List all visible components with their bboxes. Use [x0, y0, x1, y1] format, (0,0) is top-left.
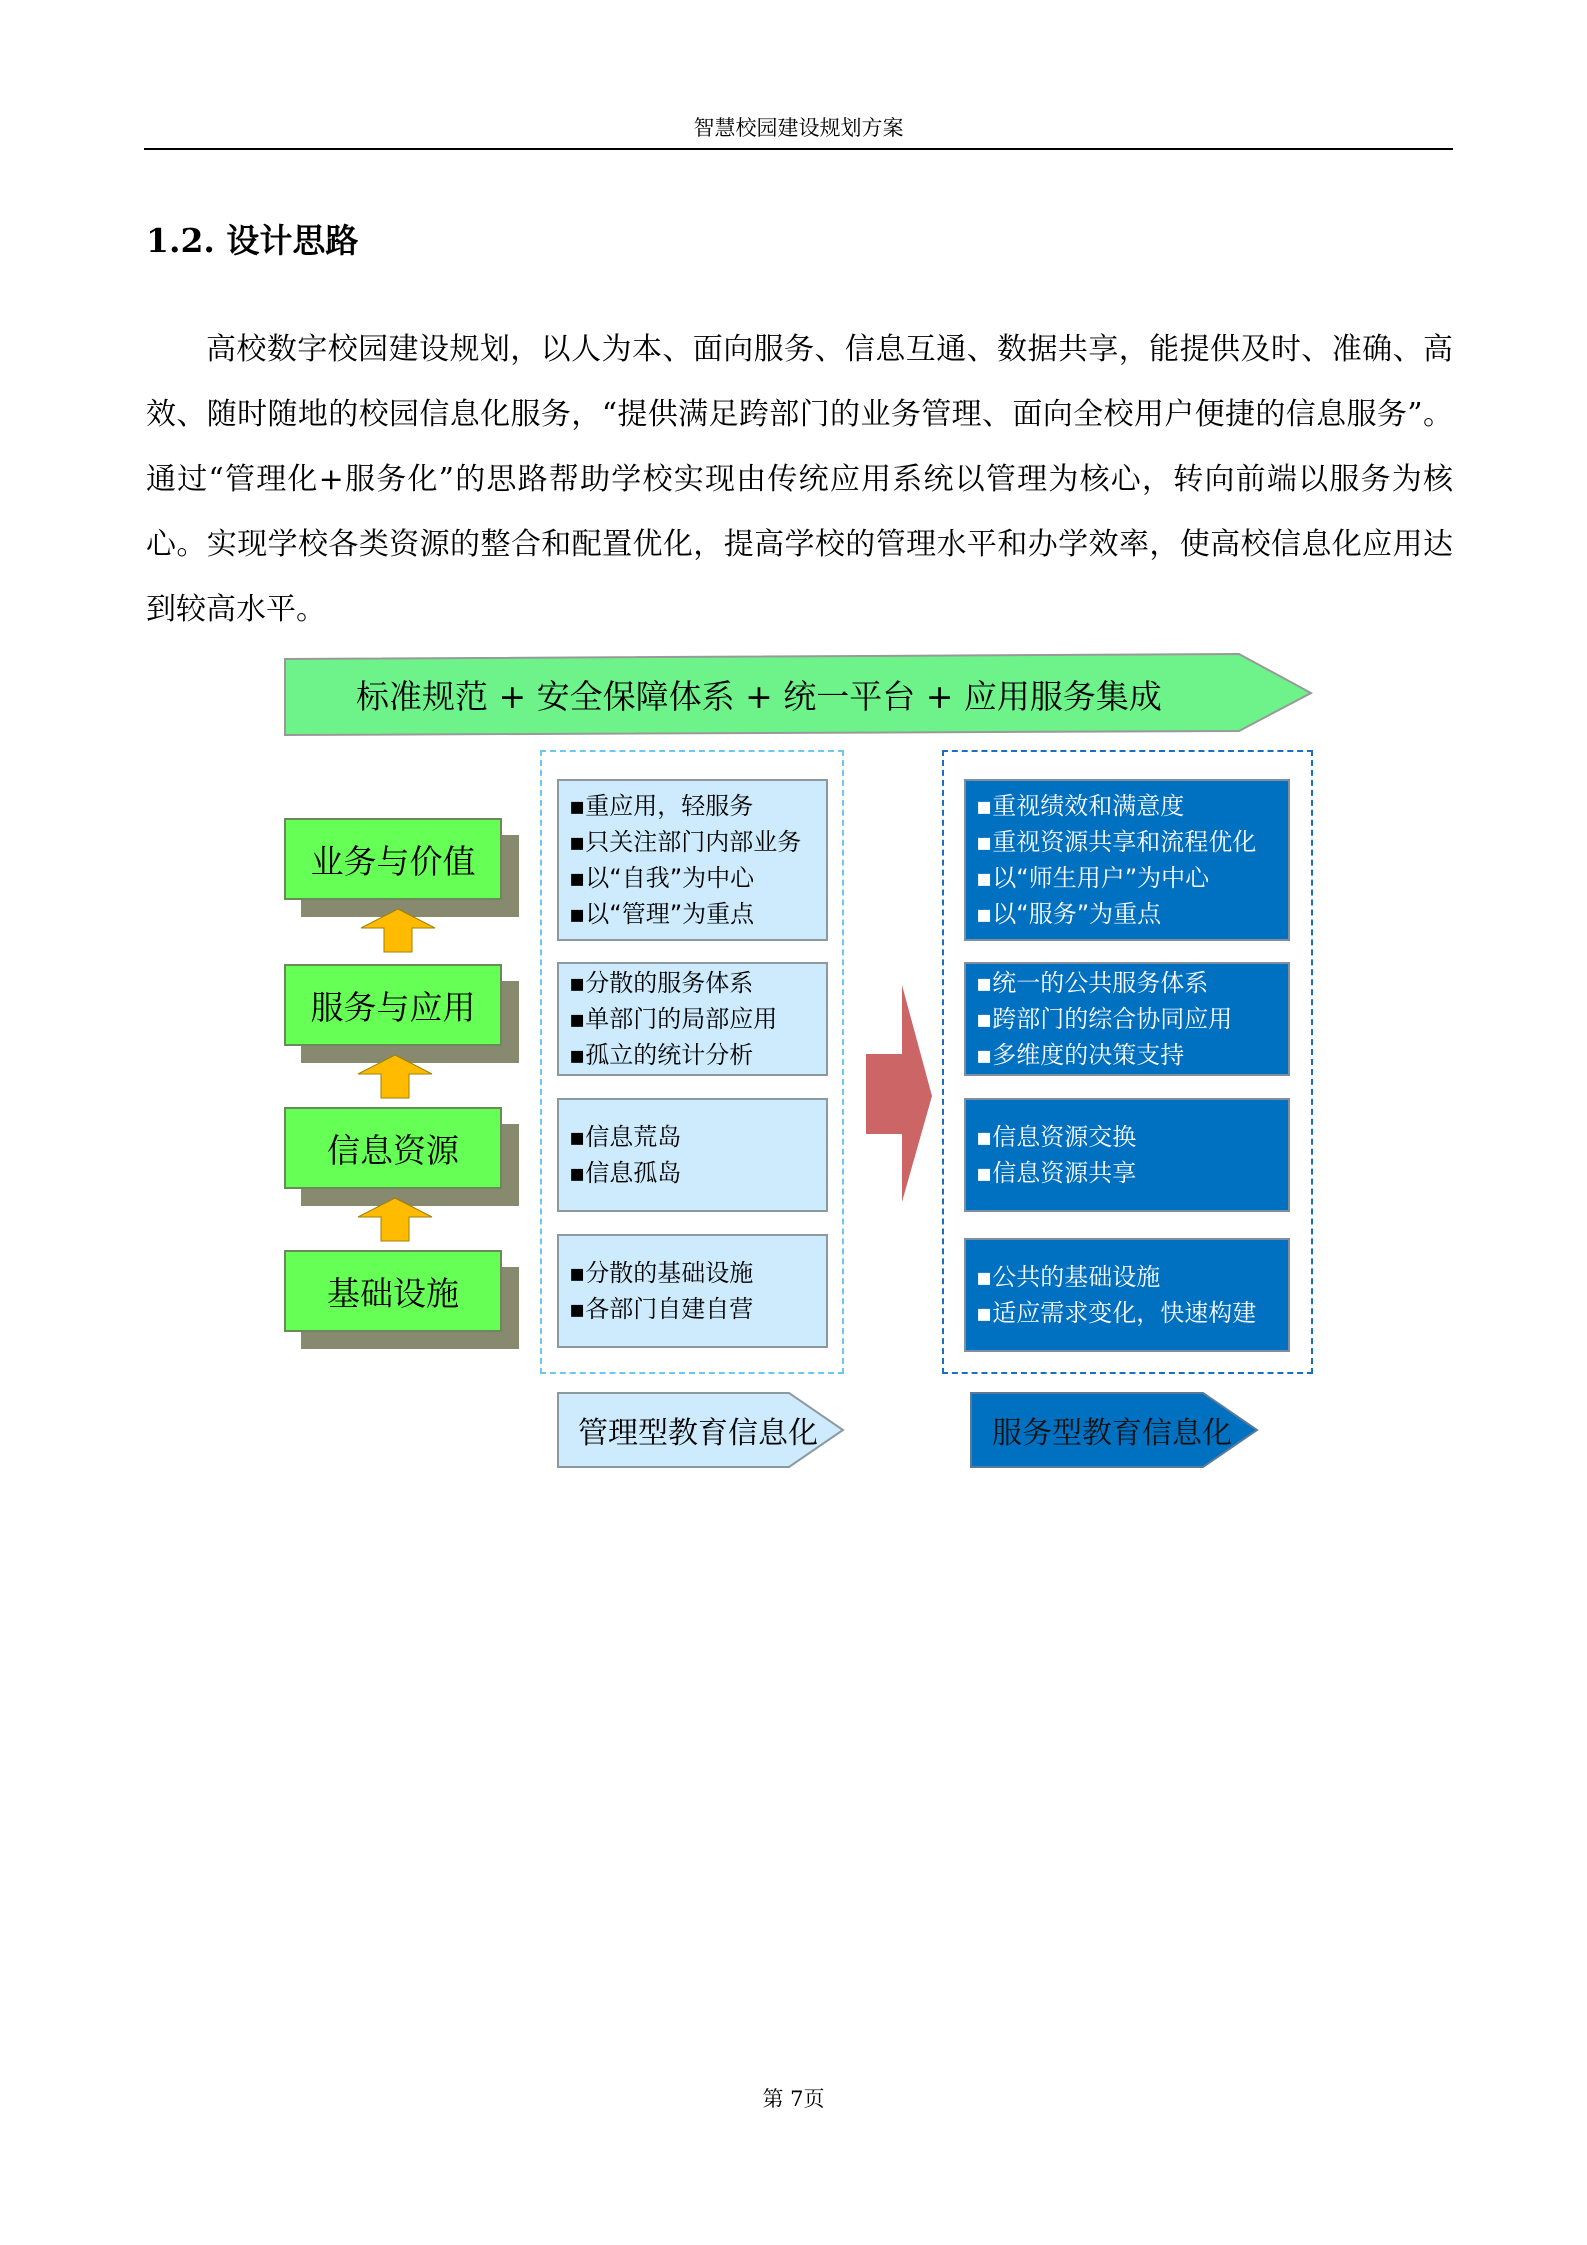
list-item: ▪各部门自建自营: [569, 1295, 754, 1323]
up-arrow-icon: [357, 1197, 433, 1242]
list-item: ▪信息资源共享: [976, 1159, 1137, 1187]
list-item: ▪以“自我”为中心: [569, 864, 755, 892]
service-box-service: [964, 962, 1290, 1076]
list-item: ▪跨部门的综合协同应用: [976, 1005, 1233, 1033]
up-arrow-icon: [357, 1054, 433, 1099]
list-item: ▪多维度的决策支持: [976, 1041, 1185, 1069]
list-item: ▪信息荒岛: [569, 1123, 682, 1151]
service-box-value: [964, 779, 1290, 941]
page-number: 第 7页: [762, 2087, 825, 2111]
layer-infrastructure: 基础设施: [284, 1250, 502, 1332]
list-item: ▪公共的基础设施: [976, 1263, 1161, 1291]
list-item: ▪单部门的局部应用: [569, 1005, 778, 1033]
service-box-infrastructure: [964, 1238, 1290, 1352]
management-box-service: [557, 962, 828, 1076]
up-arrow-icon: [360, 908, 436, 953]
section-heading: 1.2. 设计思路: [146, 221, 359, 260]
list-item: ▪孤立的统计分析: [569, 1041, 754, 1069]
management-label: 管理型教育信息化: [578, 1416, 818, 1451]
list-item: ▪重视资源共享和流程优化: [976, 828, 1257, 856]
list-item: ▪重应用，轻服务: [569, 792, 754, 820]
list-item: ▪以“师生用户”为中心: [976, 864, 1210, 892]
list-item: ▪重视绩效和满意度: [976, 792, 1185, 820]
body-paragraph: 高校数字校园建设规划，以人为本、面向服务、信息互通、数据共享，能提供及时、准确、高效、随时随地的校园信息化服务，“提供满足跨部门的业务管理、面向全校用户便捷的信息服务”。通过“管理化+服务化”的思路帮助学校实现由传统应用系统以管理为核心，转向前端以服务为核心。实现学校各类资源的整合和配置优化，提高学校的管理水平和办学效率，使高校信息化应用达到较高水平。: [146, 332, 1453, 627]
list-item: ▪信息孤岛: [569, 1159, 682, 1187]
list-item: ▪信息资源交换: [976, 1123, 1137, 1151]
list-item: ▪分散的基础设施: [569, 1259, 754, 1287]
list-item: ▪统一的公共服务体系: [976, 969, 1209, 997]
list-item: ▪以“管理”为重点: [569, 900, 755, 928]
transition-arrow-icon: [864, 984, 934, 1204]
banner-text: 标准规范 + 安全保障体系 + 统一平台 + 应用服务集成: [356, 677, 1162, 716]
list-item: ▪只关注部门内部业务: [569, 828, 802, 856]
management-box-value: [557, 779, 828, 941]
management-box-information: [557, 1098, 828, 1212]
header-rule: [144, 148, 1453, 150]
layer-service-application: 服务与应用: [284, 964, 502, 1046]
running-header: 智慧校园建设规划方案: [693, 116, 904, 140]
service-label: 服务型教育信息化: [992, 1416, 1232, 1451]
layer-information-resources: 信息资源: [284, 1107, 502, 1189]
list-item: ▪以“服务”为重点: [976, 900, 1162, 928]
list-item: ▪适应需求变化，快速构建: [976, 1299, 1257, 1327]
list-item: ▪分散的服务体系: [569, 969, 754, 997]
management-box-infrastructure: [557, 1234, 828, 1348]
service-box-information: [964, 1098, 1290, 1212]
layer-business-value: 业务与价值: [284, 818, 502, 900]
